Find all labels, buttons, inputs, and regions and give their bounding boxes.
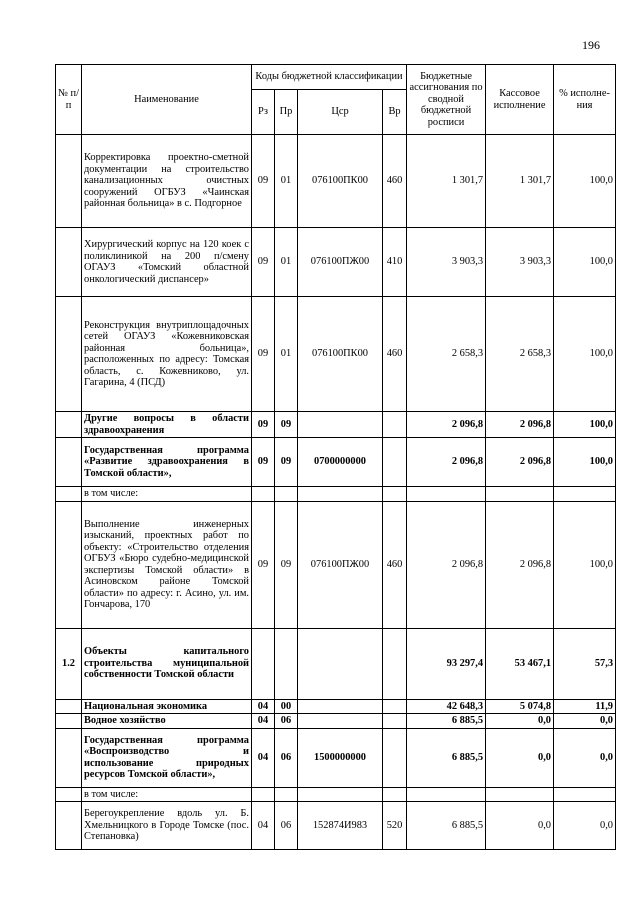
table-body [56, 135, 616, 850]
table-row [56, 501, 616, 628]
row-budget: 2 096,8 [407, 438, 486, 487]
row-name: Государственная программа «Воспроизводство и использование природных ресурсов Томской области», [82, 728, 252, 787]
row-rz [252, 487, 275, 502]
table-row [56, 728, 616, 787]
row-percent: 100,0 [554, 501, 616, 628]
row-pr: 06 [275, 728, 298, 787]
row-vr [383, 438, 407, 487]
row-num [56, 412, 82, 438]
row-num [56, 438, 82, 487]
header-vr: Вр [383, 90, 407, 135]
row-vr: 460 [383, 501, 407, 628]
row-rz: 09 [252, 135, 275, 228]
row-vr [383, 628, 407, 699]
row-num [56, 714, 82, 729]
row-num [56, 501, 82, 628]
row-budget: 42 648,3 [407, 699, 486, 714]
table-row [56, 487, 616, 502]
row-percent: 100,0 [554, 228, 616, 297]
row-vr: 460 [383, 297, 407, 412]
header-budget: Бюджетные ассигнования по сводной бюджетной росписи [407, 65, 486, 135]
row-pr: 01 [275, 228, 298, 297]
row-budget: 1 301,7 [407, 135, 486, 228]
row-rz: 09 [252, 501, 275, 628]
header-pr: Пр [275, 90, 298, 135]
row-num [56, 228, 82, 297]
header-percent: % исполне-ния [554, 65, 616, 135]
row-cash: 0,0 [486, 714, 554, 729]
row-vr [383, 412, 407, 438]
row-pr [275, 787, 298, 802]
row-rz [252, 787, 275, 802]
table-row [56, 135, 616, 228]
table-row [56, 802, 616, 850]
row-budget: 6 885,5 [407, 802, 486, 850]
table-row [56, 699, 616, 714]
row-cash: 2 658,3 [486, 297, 554, 412]
header-cash: Кассовое исполнение [486, 65, 554, 135]
row-num [56, 787, 82, 802]
row-budget: 3 903,3 [407, 228, 486, 297]
row-budget [407, 787, 486, 802]
row-rz: 04 [252, 728, 275, 787]
row-percent [554, 787, 616, 802]
row-budget: 2 658,3 [407, 297, 486, 412]
row-cash [486, 787, 554, 802]
row-cash [486, 487, 554, 502]
row-rz: 04 [252, 699, 275, 714]
row-num [56, 699, 82, 714]
row-budget: 2 096,8 [407, 501, 486, 628]
row-cash: 2 096,8 [486, 438, 554, 487]
header-csr: Цср [298, 90, 383, 135]
row-pr: 09 [275, 501, 298, 628]
row-pr [275, 487, 298, 502]
row-rz: 09 [252, 412, 275, 438]
table-row [56, 438, 616, 487]
row-rz: 09 [252, 297, 275, 412]
row-name: Другие вопросы в области здравоохранения [82, 412, 252, 438]
row-rz [252, 628, 275, 699]
row-vr [383, 714, 407, 729]
row-vr: 520 [383, 802, 407, 850]
row-num [56, 802, 82, 850]
table-row [56, 714, 616, 729]
row-csr: 076100ПЖ00 [298, 228, 383, 297]
row-name: Хирургический корпус на 120 коек с поликлиникой на 200 п/смену ОГАУЗ «Томский областной онкологический диспансер» [82, 228, 252, 297]
row-cash: 0,0 [486, 728, 554, 787]
row-csr: 152874И983 [298, 802, 383, 850]
row-csr: 1500000000 [298, 728, 383, 787]
row-csr: 076100ПЖ00 [298, 501, 383, 628]
row-percent: 0,0 [554, 714, 616, 729]
table-row [56, 628, 616, 699]
row-percent: 100,0 [554, 438, 616, 487]
row-csr: 0700000000 [298, 438, 383, 487]
row-percent: 11,9 [554, 699, 616, 714]
row-budget: 6 885,5 [407, 728, 486, 787]
row-pr: 09 [275, 412, 298, 438]
row-name: Объекты капитального строительства муниципальной собственности Томской области [82, 628, 252, 699]
row-percent: 100,0 [554, 135, 616, 228]
row-percent: 0,0 [554, 728, 616, 787]
row-vr [383, 728, 407, 787]
row-csr [298, 487, 383, 502]
row-percent: 100,0 [554, 412, 616, 438]
row-pr: 01 [275, 135, 298, 228]
row-cash: 3 903,3 [486, 228, 554, 297]
row-pr: 06 [275, 714, 298, 729]
table-row [56, 228, 616, 297]
row-vr [383, 699, 407, 714]
row-percent: 100,0 [554, 297, 616, 412]
row-budget: 93 297,4 [407, 628, 486, 699]
row-cash: 53 467,1 [486, 628, 554, 699]
row-budget [407, 487, 486, 502]
header-num: № п/п [56, 65, 82, 135]
row-csr: 076100ПК00 [298, 297, 383, 412]
page-number: 196 [582, 38, 600, 52]
row-pr: 00 [275, 699, 298, 714]
row-percent: 57,3 [554, 628, 616, 699]
row-pr: 01 [275, 297, 298, 412]
header-name: Наименование [82, 65, 252, 135]
row-name: Берегоукрепление вдоль ул. Б. Хмельницкого в Городе Томске (пос. Степановка) [82, 802, 252, 850]
row-cash: 2 096,8 [486, 501, 554, 628]
row-rz: 09 [252, 228, 275, 297]
row-cash: 2 096,8 [486, 412, 554, 438]
row-rz: 04 [252, 714, 275, 729]
row-percent: 0,0 [554, 802, 616, 850]
row-vr [383, 787, 407, 802]
row-pr [275, 628, 298, 699]
header-row [56, 65, 616, 90]
row-name: в том числе: [82, 487, 252, 502]
row-name: Корректировка проектно-сметной документации на строительство канализационных очистных сооружений ОГБУЗ «Чаинская районная больница» в с. Подгорное [82, 135, 252, 228]
row-pr: 06 [275, 802, 298, 850]
table-row [56, 787, 616, 802]
row-cash: 0,0 [486, 802, 554, 850]
row-csr [298, 787, 383, 802]
row-rz: 09 [252, 438, 275, 487]
row-vr: 410 [383, 228, 407, 297]
row-budget: 2 096,8 [407, 412, 486, 438]
row-num [56, 297, 82, 412]
row-percent [554, 487, 616, 502]
row-num [56, 487, 82, 502]
row-csr [298, 699, 383, 714]
row-csr [298, 412, 383, 438]
row-name: Выполнение инженерных изысканий, проектных работ по объекту: «Строительство отделения ОГБУЗ «Бюро судебно-медицинской экспертизы Томской области» в Асиновском районе Томской области» по адресу: г. Асино, ул. им. Гончарова, 170 [82, 501, 252, 628]
row-csr: 076100ПК00 [298, 135, 383, 228]
row-rz: 04 [252, 802, 275, 850]
row-cash: 1 301,7 [486, 135, 554, 228]
row-csr [298, 714, 383, 729]
row-name: Государственная программа «Развитие здравоохранения в Томской области», [82, 438, 252, 487]
table-row [56, 297, 616, 412]
row-vr [383, 487, 407, 502]
row-num [56, 135, 82, 228]
row-name: Реконструкция внутриплощадочных сетей ОГАУЗ «Кожевниковская районная больница», расположенных по адресу: Томская область, с. Кожевниково, ул. Гагарина, 4 (ПСД) [82, 297, 252, 412]
row-name: Национальная экономика [82, 699, 252, 714]
row-name: в том числе: [82, 787, 252, 802]
row-name: Водное хозяйство [82, 714, 252, 729]
header-codes: Коды бюджетной классификации [252, 65, 407, 90]
header-rz: Рз [252, 90, 275, 135]
row-vr: 460 [383, 135, 407, 228]
table-row [56, 412, 616, 438]
row-cash: 5 074,8 [486, 699, 554, 714]
row-num: 1.2 [56, 628, 82, 699]
row-num [56, 728, 82, 787]
row-budget: 6 885,5 [407, 714, 486, 729]
row-pr: 09 [275, 438, 298, 487]
budget-table [55, 64, 616, 850]
row-csr [298, 628, 383, 699]
